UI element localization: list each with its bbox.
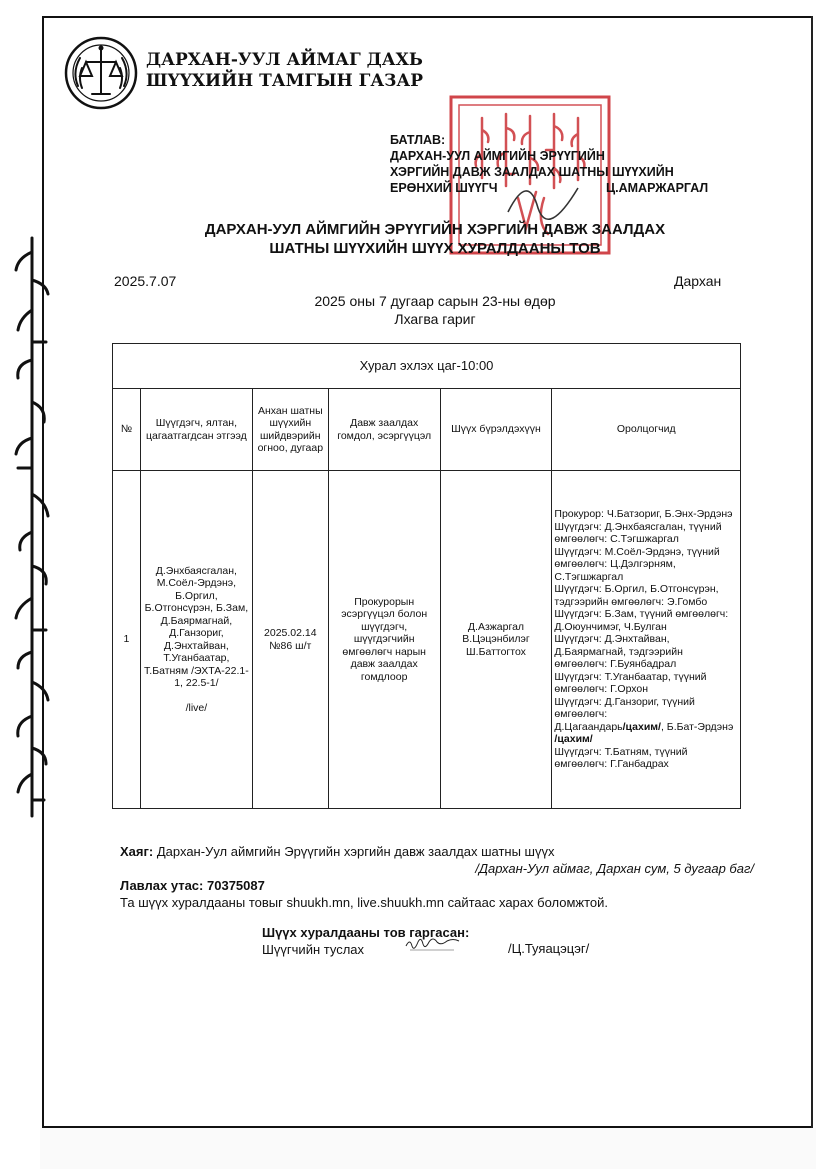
prepared-label: Шүүх хуралдааны тов гаргасан:: [262, 925, 470, 940]
phone-number: 70375087: [207, 878, 265, 893]
defendants-list: Д.Энхбаясгалан, М.Соёл-Эрдэнэ, Б.Оргил, Б.Отгонсүрэн, Б.Зам, Д.Баярмагнай, Д.Ганзориг, Д.Энхтайван, Т.Уганбаатар, Т.Батням /ЭХТА-22.1-1, 22.5-1/: [144, 564, 249, 690]
row-number: 1: [113, 471, 141, 809]
approval-label: БАТЛАВ:: [390, 133, 446, 147]
participant-line: Прокурор: Ч.Батзориг, Б.Энх-Эрдэнэ: [554, 508, 733, 521]
hearing-schedule-table: [112, 343, 741, 809]
mongolian-script-vertical-icon: [4, 232, 60, 822]
participant-name: , Б.Бат-Эрдэнэ: [660, 720, 734, 733]
hearing-date-block: [140, 292, 730, 328]
row-appeal: Прокурорын эсэргүүцэл болон шүүгдэгч, шүүгдэгчийн өмгөөлөгч нарын давж заалдах гомдлоор: [328, 471, 440, 809]
org-line-1: ДАРХАН-УУЛ АЙМАГ ДАХЬ: [146, 50, 423, 70]
hearing-weekday: Лхагва гариг: [394, 311, 476, 327]
prepared-name: /Ц.Туяацэцэг/: [508, 941, 590, 956]
address-detail: /Дархан-Уул аймаг, Дархан сум, 5 дугаар баг/: [475, 861, 754, 876]
address-label: Хаяг:: [120, 844, 154, 859]
issue-city: Дархан: [674, 273, 722, 289]
participant-line: Шүүгдэгч: Д.Энхтайван, Д.Баярмагнай, тэдгээрийн өмгөөлөгч: Г.Буянбадрал: [554, 633, 683, 671]
approval-line-1: ДАРХАН-УУЛ АЙМГИЙН ЭРҮҮГИЙН: [390, 149, 605, 163]
prepared-role: Шүүгчийн туслах: [262, 942, 365, 957]
participant-line: Шүүгдэгч: Т.Батням, түүний өмгөөлөгч: Г.Ганбадрах: [554, 745, 688, 771]
header-first-instance-decision: Анхан шатны шүүхийн шийдвэрийн огноо, дугаар: [252, 389, 328, 471]
document-title: [140, 220, 730, 258]
participant-name: Д.Цагаандарь: [554, 720, 623, 733]
row-defendants: [140, 471, 252, 809]
approval-line-2: ХЭРГИЙН ДАВЖ ЗААЛДАХ ШАТНЫ ШҮҮХИЙН: [390, 165, 674, 179]
court-office-name: [146, 50, 423, 92]
table-row: [113, 471, 741, 809]
participant-line: Шүүгдэгч: Т.Уганбаатар, түүний өмгөөлөгч: Г.Орхон: [554, 670, 707, 696]
page-border-right: [811, 16, 813, 1128]
hearing-date: 2025 оны 7 дугаар сарын 23-ны өдөр: [314, 293, 556, 309]
participant-line: Шүүгдэгч: Д.Энхбаясгалан, түүний өмгөөлөгч: С.Тэгшжаргал: [554, 520, 722, 546]
participant-line: Шүүгдэгч: Б.Зам, түүний өмгөөлөгч: Д.Оюунчимэг, Ч.Булган: [554, 608, 729, 633]
title-line-2: ШАТНЫ ШҮҮХИЙН ШҮҮХ ХУРАЛДААНЫ ТОВ: [269, 240, 601, 257]
issue-date: 2025.7.07: [114, 273, 177, 289]
row-decision: 2025.02.14 №86 ш/т: [252, 471, 328, 809]
participant-line: Шүүгдэгч: М.Соёл-Эрдэнэ, түүний өмгөөлөгч: Ц.Дэлгэрням, С.Тэгшжаргал: [554, 545, 720, 583]
court-scales-emblem-icon: [64, 36, 138, 110]
org-line-2: ШҮҮХИЙН ТАМГЫН ГАЗАР: [146, 71, 424, 91]
live-link[interactable]: /live/: [185, 701, 208, 714]
header-defendants: Шүүгдэгч, ялтан, цагаатгагдсан этгээд: [140, 389, 252, 471]
approval-line-3: ЕРӨНХИЙ ШҮҮГЧ: [390, 181, 498, 195]
participant-line: Шүүгдэгч: Б.Оргил, Б.Отгонсүрэн, тэдгээрийн өмгөөлөгч: Э.Гомбо: [554, 583, 719, 608]
panel-member: Ш.Баттогтох: [466, 645, 526, 658]
approval-block: [390, 132, 709, 196]
panel-member: Д.Азжаргал: [467, 620, 525, 633]
contact-block: [120, 843, 760, 911]
panel-member: В.Цэцэнбилэг: [462, 633, 530, 646]
phone-label: Лавлах утас:: [120, 878, 204, 893]
header-panel: Шүүх бүрэлдэхүүн: [440, 389, 552, 471]
website-note: Та шүүх хуралдааны товыг shuukh.mn, live.shuukh.mn сайтаас харах боломжтой.: [120, 895, 609, 910]
row-participants: [552, 471, 741, 809]
online-tag: /цахим/: [554, 733, 593, 746]
address-text: Дархан-Уул аймгийн Эрүүгийн хэргийн давж заалдах шатны шүүх: [156, 844, 555, 859]
online-tag: /цахим/: [622, 720, 661, 733]
participant-line: [554, 721, 738, 746]
title-line-1: ДАРХАН-УУЛ АЙМГИЙН ЭРҮҮГИЙН ХЭРГИЙН ДАВЖ ЗААЛДАХ: [204, 221, 666, 238]
header-participants: Оролцогчид: [552, 389, 741, 471]
header-appeal: Давж заалдах гомдол, эсэргүүцэл: [328, 389, 440, 471]
phone-line: [120, 877, 760, 894]
header-number: №: [113, 389, 141, 471]
scan-bottom-margin: [40, 1128, 816, 1169]
start-time-banner: Хурал эхлэх цаг-10:00: [113, 344, 741, 389]
approval-signer: Ц.АМАРЖАРГАЛ: [606, 181, 709, 195]
row-panel: [440, 471, 552, 809]
handwritten-signature-icon: [404, 934, 462, 954]
participant-line: Шүүгдэгч: Д.Ганзориг, түүний өмгөөлөгч:: [554, 695, 695, 721]
address-line: [120, 843, 760, 860]
